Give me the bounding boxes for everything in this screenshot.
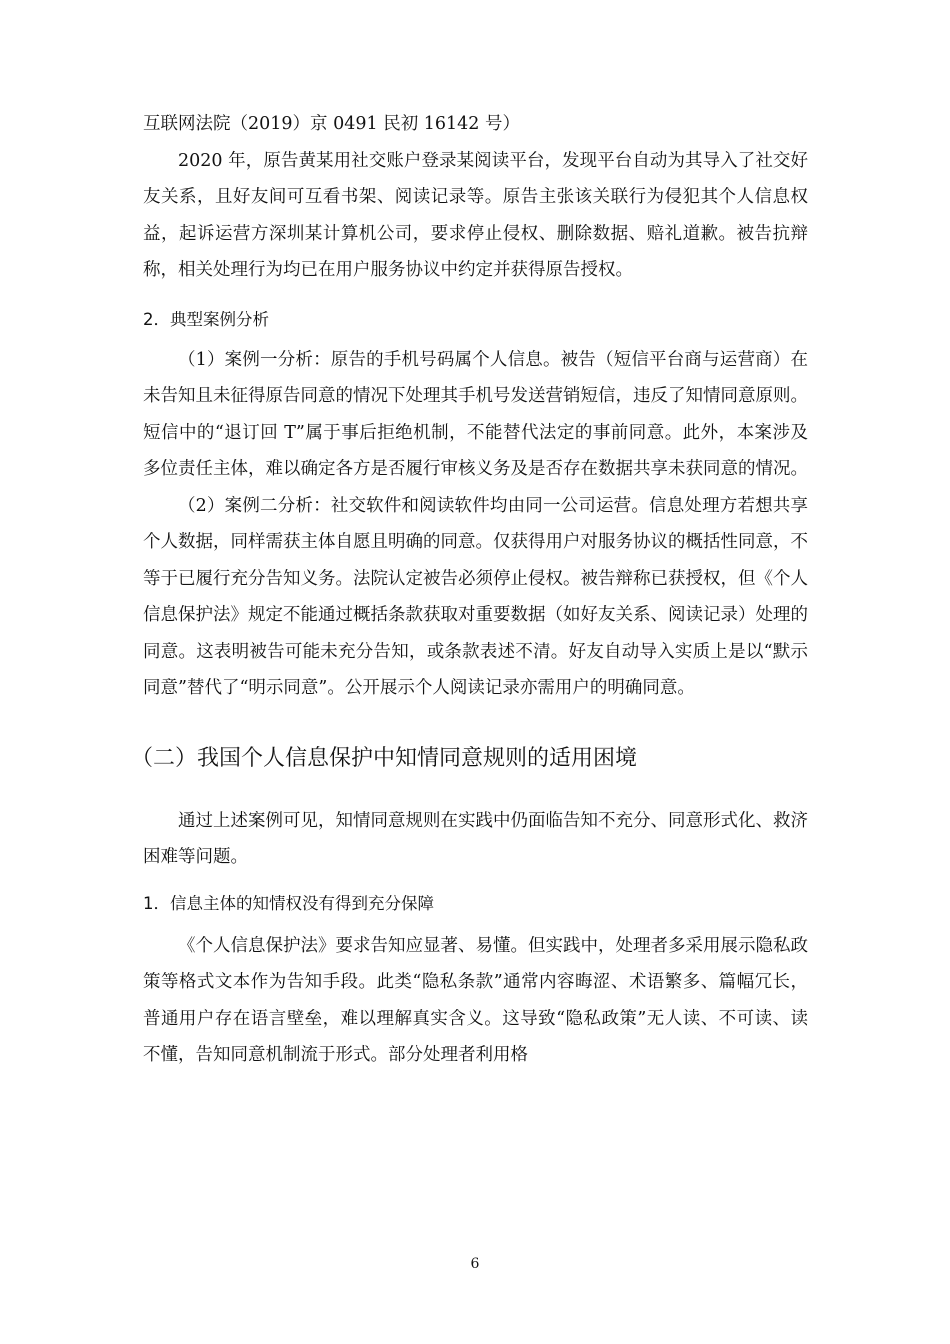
section-heading-dilemma: （二）我国个人信息保护中知情同意规则的适用困境 <box>131 745 638 771</box>
case-citation-paragraph: 互联网法院（2019）京 0491 民初 16142 号） <box>143 114 520 134</box>
case-two-facts-paragraph: 2020 年，原告黄某用社交账户登录某阅读平台，发现平台自动为其导入了社交好友关系，且好友间可互看书架、阅读记录等。原告主张该关联行为侵犯其个人信息权益，起诉运营方深圳某计算机公司，要求停止侵权、删除数据、赔礼道歉。被告抗辩称，相关处理行为均已在用户服务协议中约定并获得原告授权。 <box>143 150 808 280</box>
heading-right-to-know: 1．信息主体的知情权没有得到充分保障 <box>143 893 434 913</box>
right-to-know-paragraph: 《个人信息保护法》要求告知应显著、易懂。但实践中，处理者多采用展示隐私政策等格式文本作为告知手段。此类“隐私条款”通常内容晦涩、术语繁多、篇幅冗长，普通用户存在语言壁垒，难以理解真实含义。这导致“隐私政策”无人读、不可读、读不懂，告知同意机制流于形式。部分处理者利用格 <box>143 935 808 1065</box>
document-body <box>131 106 808 1074</box>
case-one-analysis-paragraph: （1）案例一分析：原告的手机号码属个人信息。被告（短信平台商与运营商）在未告知且未征得原告同意的情况下处理其手机号发送营销短信，违反了知情同意原则。短信中的“退订回 T”属于事后拒绝机制，不能替代法定的事前同意。此外，本案涉及多位责任主体，难以确定各方是否履行审核义务及是否存在数据共享未获同意的情况。 <box>143 349 808 479</box>
heading-typical-case-analysis: 2．典型案例分析 <box>143 309 269 329</box>
dilemma-intro-paragraph: 通过上述案例可见，知情同意规则在实践中仍面临告知不充分、同意形式化、救济困难等问题。 <box>143 810 808 867</box>
page-number: 6 <box>470 1256 480 1272</box>
case-two-analysis-paragraph: （2）案例二分析：社交软件和阅读软件均由同一公司运营。信息处理方若想共享个人数据，同样需获主体自愿且明确的同意。仅获得用户对服务协议的概括性同意，不等于已履行充分告知义务。法院认定被告必须停止侵权。被告辩称已获授权，但《个人信息保护法》规定不能通过概括条款获取对重要数据（如好友关系、阅读记录）处理的同意。这表明被告可能未充分告知，或条款表述不清。好友自动导入实质上是以“默示同意”替代了“明示同意”。公开展示个人阅读记录亦需用户的明确同意。 <box>143 495 808 698</box>
